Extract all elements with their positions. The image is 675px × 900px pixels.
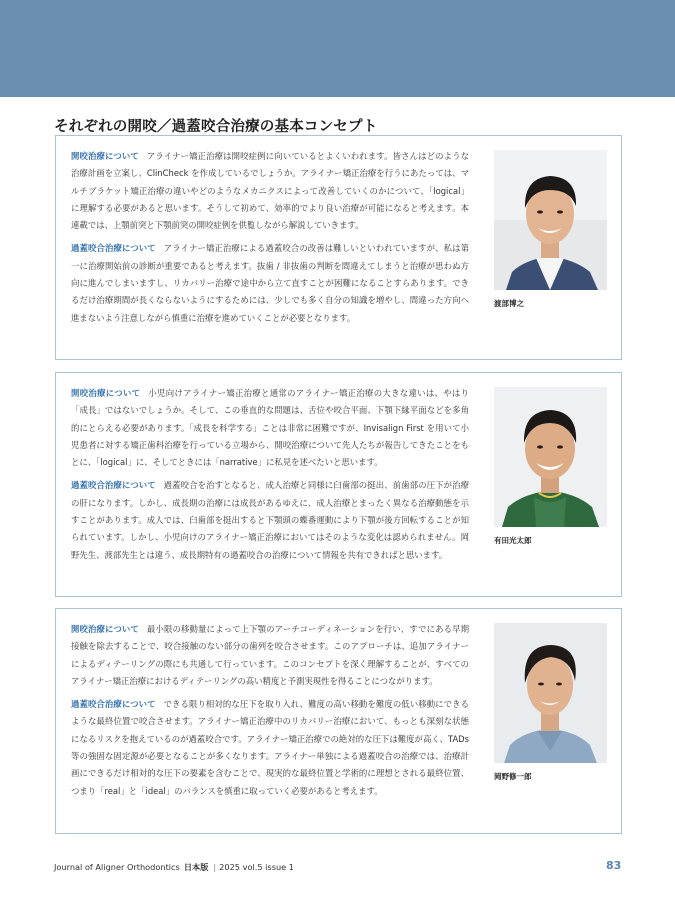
open-bite-text: アライナー矯正治療は開咬症例に向いているとよくいわれます。皆さんはどのような治療計画を立案し、ClinCheck を作成しているでしょうか。アライナー矯正治療を行うにあたっては、マルチブラケット矯正治療の違いやどのようなメカニクスによって改善していくのかについて、「logical」に理解する必要があると思います。そうして初めて、効率的でより良い治療が可能になると考えます。本連載では、上顎前突と下顎前突の開咬症例を供覧しながら解説していきます。 [71, 151, 469, 231]
journal-edition: 日本版 [183, 862, 209, 872]
author-photo [494, 387, 607, 527]
deep-bite-text: できる限り相対的な圧下を取り入れ、難度の高い移動を難度の低い移動にできるような最終位置で咬合させます。アライナー矯正治療中のリカバリー治療において、もっとも深刻な状態になるリスクを抱えているのが過蓋咬合です。アライナー矯正治療での絶対的な圧下は難度が高く、TADs 等の強固な固定源が必要となることが多くなります。アライナー単独による過蓋咬合の治療では、治療計画にできるだけ相対的な圧下の要素を含むことで、現実的な最終位置と学術的に理想とされる最終位置、つまり「real」と「ideal」のバランスを慎重に取っていく必要があると考えます。 [71, 699, 469, 796]
portrait-okano [494, 623, 607, 763]
section-text [71, 148, 469, 333]
open-bite-paragraph [71, 148, 469, 234]
section-text [71, 621, 469, 806]
author-section-okano [55, 608, 622, 834]
open-bite-label: 開咬治療について [71, 388, 141, 398]
journal-issue: 2025 vol.5 issue 1 [219, 862, 294, 872]
portrait-arita [494, 387, 607, 527]
header-band [0, 0, 675, 97]
deep-bite-label: 過蓋咬合治療について [71, 699, 156, 710]
open-bite-label: 開咬治療について [71, 151, 139, 161]
open-bite-label: 開咬治療について [71, 624, 139, 634]
deep-bite-paragraph [71, 696, 469, 800]
author-section-arita [55, 372, 622, 597]
open-bite-paragraph [71, 385, 469, 471]
author-name: 渡部博之 [494, 299, 524, 308]
deep-bite-paragraph [71, 240, 469, 326]
journal-name: Journal of Aligner Orthodontics [54, 862, 180, 872]
author-photo [494, 150, 607, 290]
deep-bite-label: 過蓋咬合治療について [71, 480, 156, 491]
page-title: それぞれの開咬／過蓋咬合治療の基本コンセプト [54, 119, 378, 135]
open-bite-text: 小児向けアライナー矯正治療と通常のアライナー矯正治療の大きな違いは、やはり「成長」ではないでしょうか。そして、この垂直的な問題は、舌位や咬合平面、下顎下縁平面などを多角的にとらえる必要があります。「成長を科学する」ことは非常に困難ですが、Invisalign First を用いて小児患者に対する矯正歯科治療を行っている立場から、開咬治療について先人たちが報告してきたことをもとに、「logical」に、そしてときには「narrative」に私見を述べたいと思います。 [71, 388, 469, 468]
section-text [71, 385, 469, 570]
author-photo [494, 623, 607, 763]
author-section-watanabe [55, 135, 622, 360]
deep-bite-paragraph [71, 477, 469, 563]
open-bite-text: 最小限の移動量によって上下顎のアーチコーディネーションを行い、すでにある早期接触を除去することで、咬合接触のない部分の歯列を咬合させます。このアプローチは、追加アライナーによるディテーリングの際にも共通して行っています。このコンセプトを深く理解することが、すべてのアライナー矯正治療におけるディテーリングの高い精度と予測実現性を得ることにつながります。 [71, 624, 469, 686]
portrait-watanabe [494, 150, 607, 290]
author-name: 岡野修一郎 [494, 772, 532, 781]
footer [54, 862, 294, 873]
author-name: 有田光太郎 [494, 536, 532, 545]
footer-divider: | [213, 862, 217, 872]
deep-bite-text: アライナー矯正治療による過蓋咬合の改善は難しいといわれていますが、私は第一に治療開始前の診断が重要であると考えます。抜歯 / 非抜歯の判断を間違えてしまうと治療が思わぬ方向に進んでしまいますし、リカバリー治療で途中から立て直すことが困難になることすらあります。できるだけ治療期間が長くならないようにするためには、少しでも多く自分の知識を増やし、間違った方向へ進まないよう注意しながら慎重に治療を進めていくことが必要となります。 [71, 243, 469, 323]
open-bite-paragraph [71, 621, 469, 690]
page-number: 83 [606, 859, 622, 872]
deep-bite-text: 過蓋咬合を治すとなると、成人治療と同様に臼歯部の挺出、前歯部の圧下が治療の肝になります。しかし、成長期の治療には成長があるゆえに、成人治療とまったく異なる治療動態を示すことがあります。成人では、臼歯部を挺出すると下顎頭の蝶番運動により下顎が後方回転することが知られています。しかし、小児向けのアライナー矯正治療においてはそのような変化は認められません。岡野先生、渡部先生とは違う、成長期特有の過蓋咬合の治療について情報を共有できればと思います。 [71, 480, 469, 560]
deep-bite-label: 過蓋咬合治療について [71, 243, 156, 254]
